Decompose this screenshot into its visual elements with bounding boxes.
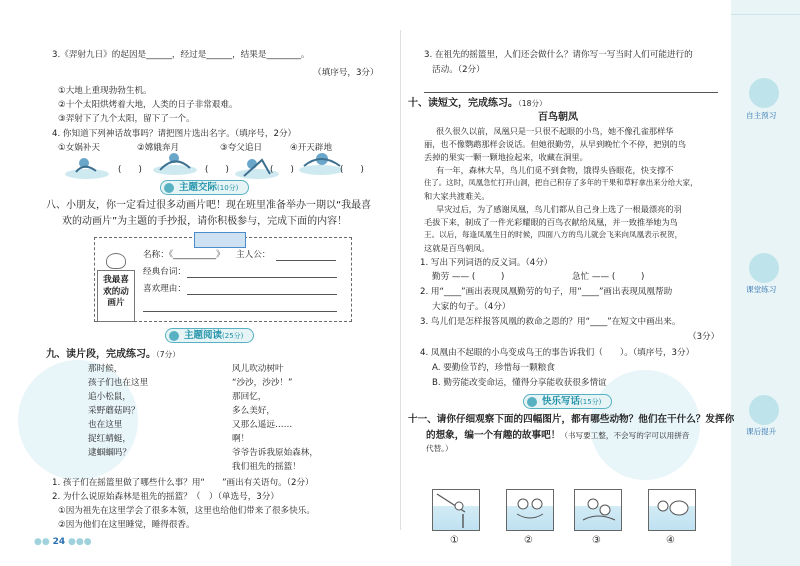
- card-name: 名称：《__________》: [143, 250, 225, 260]
- right-r1-b[interactable]: 急忙 —— ( ): [572, 272, 645, 282]
- section-banner: 快乐写话(15分): [523, 394, 612, 409]
- section-banner: 主题交际(10分): [160, 180, 249, 195]
- right-r4-opt: B. 勤劳能改变命运，懂得分享能收获很多情谊: [432, 378, 607, 388]
- card-hero: 主人公：: [236, 250, 271, 260]
- story-line: 丢掉的果实一颗一颗地捡起来，收藏在洞里。: [424, 152, 588, 162]
- poem-line: 爷爷告诉我原始森林，: [232, 448, 318, 458]
- left-q3-opt: ③羿射下了九个太阳，留下了一个。: [58, 114, 195, 124]
- side-label: 课堂练习: [746, 285, 777, 294]
- story-line: 这就是百鸟朝凤。: [424, 243, 490, 253]
- right-r2-tail: 大家的句子。（4分）: [432, 302, 511, 312]
- story-title: 百鸟朝凤: [538, 112, 578, 123]
- story-line: 有一年，森林大旱，鸟儿们觅不到食物，饿得头昏眼花，快支撑不: [436, 165, 674, 175]
- poem-line: 孩子们也在这里: [88, 378, 149, 388]
- side-label: 自主预习: [746, 111, 777, 120]
- poem-line: 那回忆，: [232, 392, 267, 402]
- poem-line: 也在这里: [88, 420, 123, 430]
- badge-icon: [749, 253, 779, 283]
- side-label: 课后提升: [746, 427, 777, 436]
- story-line: 和大家共渡难关。: [424, 191, 490, 201]
- left-q4-blank[interactable]: ( ): [270, 165, 294, 175]
- left-q4-opt: ④开天辟地: [290, 143, 333, 153]
- left-q9: 九、读片段，完成练习。（7分）: [46, 349, 180, 360]
- right-r1-a[interactable]: 勤劳 —— ( ): [432, 272, 505, 282]
- right-q11-line2: 的想象，编一个有趣的故事吧！（书写要工整，不会写的字可以用拼音: [426, 430, 690, 441]
- story-line: 很久很久以前，凤凰只是一只很不起眼的小鸟，她不像孔雀那样华: [436, 126, 674, 136]
- poem-line: 啊！: [232, 434, 250, 444]
- left-q4-opt: ②嫦娥奔月: [137, 143, 180, 153]
- left-q4-blank[interactable]: ( ): [118, 165, 142, 175]
- section-banner: 主题阅读(25分): [165, 328, 254, 343]
- right-q11-line1: 十一、请你仔细观察下面的四幅图片，都有哪些动物？他们在干什么？发挥你: [408, 414, 735, 425]
- right-r1: 1. 写出下列词语的反义词。（4分）: [420, 258, 553, 268]
- page-number: ●● 24 ●●●: [34, 537, 92, 547]
- card-reason: 喜欢理由：: [143, 284, 186, 294]
- left-q4-opt: ③夸父追日: [220, 143, 263, 153]
- comic-panel: [432, 489, 480, 531]
- comic-panel: [648, 489, 696, 531]
- left-q9-2: 2. 为什么说原始森林是祖先的摇篮？（ ）（单选号，3分）: [52, 492, 279, 502]
- page-divider: [400, 30, 401, 530]
- left-q4-opt: ①女娲补天: [58, 143, 101, 153]
- card-title: 我最喜欢的动画片: [103, 275, 129, 309]
- badge-icon: [749, 395, 779, 425]
- poem-line: 追小松鼠，: [88, 392, 131, 402]
- left-q9-2-opt: ①因为祖先在这里学会了很多本领，这里也给他们带来了很多快乐。: [58, 506, 315, 516]
- right-r2: 2. 用“____”画出表现凤凰勤劳的句子，用“____”画出表现凤凰帮助: [420, 287, 673, 297]
- myth-picture: [296, 150, 346, 176]
- card-quote: 经典台词：: [143, 267, 186, 277]
- left-q3-opt: ①大地上重现勃勃生机。: [58, 86, 152, 96]
- poem-line: 风儿吹动树叶: [232, 364, 284, 374]
- left-q3-opt: ②十个太阳烘烤着大地，人类的日子非常艰难。: [58, 100, 238, 110]
- right-q11-note2: 代替。）: [426, 444, 453, 453]
- left-q3: 3.《羿射九日》的起因是______，经过是______，结果是________。: [52, 50, 310, 60]
- panel-number: ①: [450, 535, 459, 546]
- story-line: 王。以后，每逢凤凰生日的时候，四面八方的鸟儿就会飞来向凤凰表示祝贺，: [424, 230, 683, 239]
- left-q9-1: 1. 孩子们在摇篮里做了哪些什么事？用“ ”画出有关语句。（2分）: [52, 478, 314, 488]
- answer-line[interactable]: [187, 294, 337, 295]
- left-q8-line1: 八、小朋友，你一定看过很多动画片吧！现在班里准备举办一期以“我最喜: [46, 200, 372, 211]
- left-q9-2-opt: ②因为他们在这里睡觉，睡得很香。: [58, 520, 195, 530]
- story-line: 旱灾过后，为了感谢凤凰，鸟儿们都从自己身上选了一根最漂亮的羽: [436, 204, 682, 214]
- answer-line[interactable]: [187, 277, 337, 278]
- right-q10: 十、读短文，完成练习。（18分）: [408, 98, 547, 109]
- poem-line: 捉红蜻蜓，: [88, 434, 131, 444]
- poem-line: 多么美好，: [232, 406, 275, 416]
- handout-header: [194, 232, 246, 248]
- answer-line[interactable]: [143, 311, 337, 312]
- story-line: 住了。这时，凤凰急忙打开山洞，把自己积存了多年的干果和草籽拿出来分给大家，: [424, 178, 698, 187]
- right-q3: 3. 在祖先的摇篮里，人们还会做什么？请你写一写当时人们可能进行的: [424, 50, 693, 60]
- answer-line[interactable]: [424, 92, 718, 93]
- badge-icon: [749, 78, 779, 108]
- answer-line[interactable]: [276, 260, 336, 261]
- comic-panel: [506, 489, 554, 531]
- poem-line: 采野蘑菇吗？: [88, 406, 140, 416]
- panel-number: ④: [666, 535, 675, 546]
- cat-icon: [106, 253, 126, 269]
- poem-line: 又那么遥远……: [232, 420, 293, 430]
- story-line: 丽，也不像鹦鹉那样会说话。但她很勤劳，从早到晚忙个不停，把别的鸟: [424, 139, 687, 149]
- right-r4-opt: A. 要勤俭节约，珍惜每一颗粮食: [432, 363, 555, 373]
- myth-picture: [150, 150, 200, 176]
- right-r3-pts: （3分）: [688, 332, 720, 342]
- myth-picture: [62, 154, 112, 180]
- card-label-box: [97, 270, 135, 322]
- side-band: [731, 0, 800, 566]
- story-line: 毛拔下来，制成了一件光彩耀眼的百鸟衣献给凤凰，并一致推举她为鸟: [424, 217, 678, 227]
- right-r4: 4. 凤凰由不起眼的小鸟变成鸟王的事告诉我们（ ）。（填序号，3分）: [420, 348, 695, 358]
- left-q3-note: （填序号，3分）: [313, 68, 379, 78]
- panel-number: ③: [592, 535, 601, 546]
- comic-panel: [574, 489, 622, 531]
- left-q8-line2: 欢的动画片”为主题的手抄报，请你积极参与，完成下面的内容！: [62, 216, 348, 227]
- poem-line: 我们祖先的摇篮！: [232, 462, 301, 472]
- poem-line: 逮蝈蝈吗？: [88, 448, 131, 458]
- left-q4-blank[interactable]: ( ): [340, 165, 364, 175]
- panel-number: ②: [524, 535, 533, 546]
- right-q3-tail: 活动。（2分）: [432, 65, 485, 75]
- poem-line: “沙沙，沙沙！”: [232, 378, 293, 388]
- left-q4: 4. 你知道下列神话故事吗？请把图片选出名字。（填序号，2分）: [52, 129, 297, 139]
- right-r3: 3. 鸟儿们是怎样报答凤凰的救命之恩的？用“____”在短文中画出来。: [420, 317, 681, 327]
- poem-line: 那时候，: [88, 364, 123, 374]
- left-q4-blank[interactable]: ( ): [205, 165, 229, 175]
